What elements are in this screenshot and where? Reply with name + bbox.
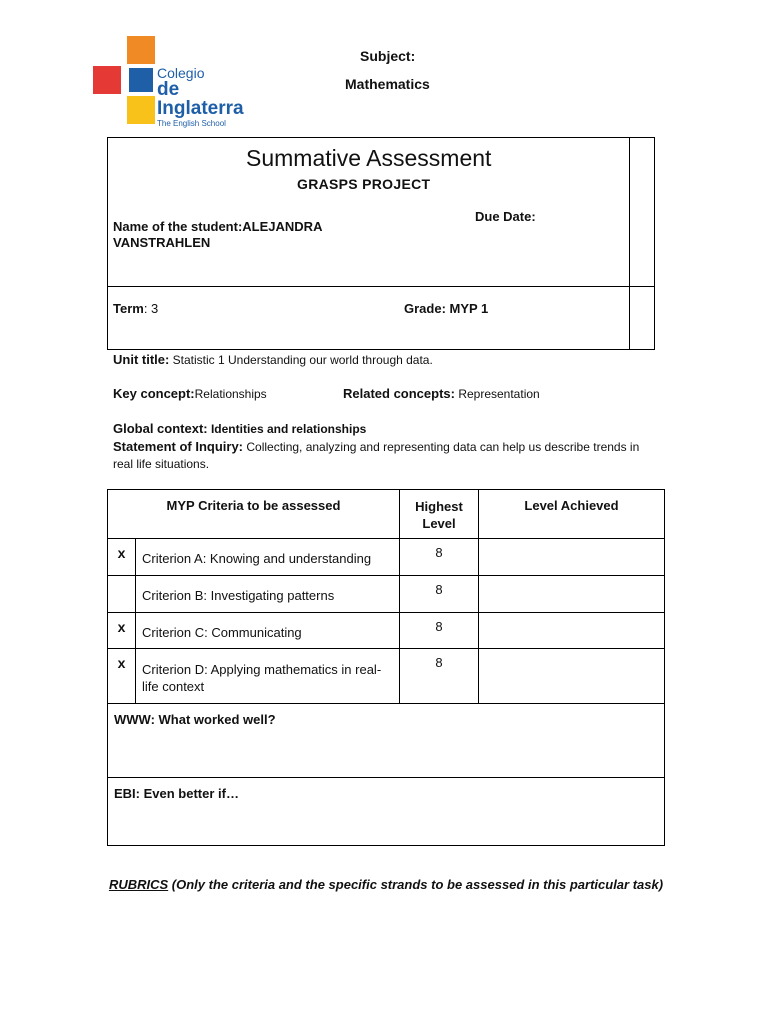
logo-crest-icon bbox=[127, 66, 155, 94]
document-subtitle: GRASPS PROJECT bbox=[297, 176, 431, 192]
ebi-cell[interactable]: EBI: Even better if… bbox=[108, 778, 665, 846]
unit-title-label: Unit title: bbox=[113, 352, 170, 367]
due-date: Due Date: bbox=[475, 209, 536, 224]
logo-red-square bbox=[93, 66, 121, 94]
level-achieved-cell[interactable] bbox=[479, 576, 665, 613]
unit-title-value: Statistic 1 Understanding our world through data. bbox=[169, 353, 433, 367]
logo-orange-square bbox=[127, 36, 155, 64]
school-logo bbox=[90, 36, 265, 126]
highest-level: 8 bbox=[400, 576, 479, 613]
related-concepts-label: Related concepts: bbox=[343, 386, 455, 401]
level-achieved-cell[interactable] bbox=[479, 649, 665, 704]
header-divider-horizontal bbox=[108, 286, 654, 287]
highest-level-header: Highest Level bbox=[400, 490, 479, 539]
criterion-mark: x bbox=[108, 649, 136, 704]
rubrics-text: (Only the criteria and the specific strands to be assessed in this particular task) bbox=[168, 877, 664, 892]
global-context-value: Identities and relationships bbox=[207, 422, 367, 436]
rubrics-label: RUBRICS bbox=[108, 877, 169, 892]
global-context bbox=[113, 421, 366, 436]
table-row bbox=[108, 539, 665, 576]
table-row bbox=[108, 649, 665, 704]
highest-level: 8 bbox=[400, 539, 479, 576]
table-row bbox=[108, 576, 665, 613]
subject-label: Subject: bbox=[360, 48, 416, 64]
criteria-table bbox=[107, 489, 665, 846]
table-header-row bbox=[108, 490, 665, 539]
criterion-name: Criterion C: Communicating bbox=[136, 613, 400, 649]
term-label: Term bbox=[113, 301, 144, 316]
criterion-mark: x bbox=[108, 539, 136, 576]
related-concepts bbox=[343, 386, 540, 401]
subject-value: Mathematics bbox=[345, 76, 430, 92]
related-concepts-value: Representation bbox=[454, 387, 540, 401]
logo-line-2: de Inglaterra bbox=[157, 79, 244, 119]
rubrics-note bbox=[107, 876, 665, 894]
key-concept-value: Relationships bbox=[194, 387, 267, 401]
global-context-label: Global context: bbox=[113, 421, 208, 436]
statement-of-inquiry-value: Collecting, analyzing and representing data can help us describe trends in real life situations. bbox=[113, 440, 640, 471]
logo-line-3: The English School bbox=[157, 119, 226, 128]
level-achieved-cell[interactable] bbox=[479, 539, 665, 576]
www-cell[interactable]: WWW: What worked well? bbox=[108, 704, 665, 778]
term bbox=[113, 301, 158, 316]
ebi-row bbox=[108, 778, 665, 846]
document-title: Summative Assessment bbox=[246, 145, 492, 171]
highest-level: 8 bbox=[400, 649, 479, 704]
table-row bbox=[108, 613, 665, 649]
grade: Grade: MYP 1 bbox=[404, 301, 489, 316]
unit-title bbox=[113, 352, 433, 367]
key-concept bbox=[113, 386, 267, 401]
student-name: Name of the student:ALEJANDRA VANSTRAHLEN bbox=[113, 219, 322, 250]
header-divider-vertical bbox=[629, 138, 630, 349]
highest-level: 8 bbox=[400, 613, 479, 649]
term-value: : 3 bbox=[143, 301, 159, 316]
criterion-mark bbox=[108, 576, 136, 613]
key-concept-label: Key concept: bbox=[113, 386, 195, 401]
level-achieved-header: Level Achieved bbox=[479, 490, 665, 539]
statement-of-inquiry-label: Statement of Inquiry: bbox=[113, 439, 244, 454]
criterion-name: Criterion B: Investigating patterns bbox=[136, 576, 400, 613]
level-achieved-cell[interactable] bbox=[479, 613, 665, 649]
logo-yellow-square bbox=[127, 96, 155, 124]
logo-text bbox=[157, 66, 265, 128]
logo-line-1: Colegio bbox=[157, 65, 205, 81]
www-row bbox=[108, 704, 665, 778]
criterion-mark: x bbox=[108, 613, 136, 649]
statement-of-inquiry bbox=[113, 438, 658, 473]
criteria-header: MYP Criteria to be assessed bbox=[108, 490, 400, 539]
criterion-name: Criterion A: Knowing and understanding bbox=[136, 539, 400, 576]
criterion-name: Criterion D: Applying mathematics in real-life context bbox=[136, 649, 400, 704]
